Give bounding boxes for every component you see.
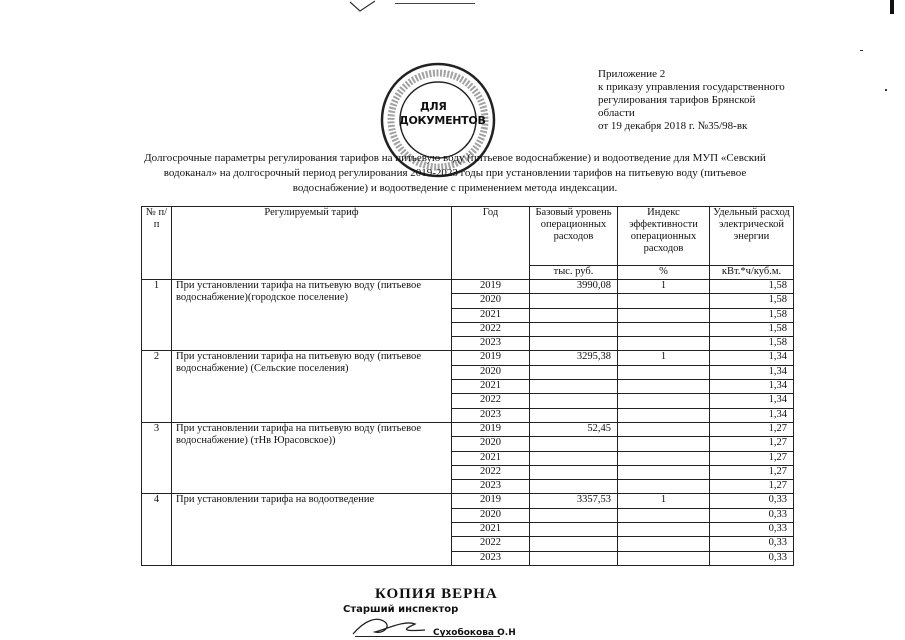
efficiency-index-cell: 1 bbox=[618, 494, 710, 508]
base-cost-cell: 3295,38 bbox=[530, 351, 618, 365]
year-cell: 2022 bbox=[452, 465, 530, 479]
appendix-line: от 19 декабря 2018 г. №35/98-вк bbox=[598, 120, 748, 132]
year-cell: 2022 bbox=[452, 537, 530, 551]
col-header-tariff: Регулируемый тариф bbox=[172, 207, 452, 280]
energy-consumption-cell: 1,27 bbox=[710, 451, 794, 465]
table-row bbox=[142, 280, 794, 294]
base-cost-cell: 3990,08 bbox=[530, 280, 618, 294]
year-cell: 2021 bbox=[452, 308, 530, 322]
scan-dot bbox=[860, 50, 863, 51]
base-cost-cell bbox=[530, 480, 618, 494]
year-cell: 2023 bbox=[452, 551, 530, 565]
document-title bbox=[100, 151, 810, 196]
year-cell: 2022 bbox=[452, 394, 530, 408]
base-cost-cell bbox=[530, 337, 618, 351]
base-cost-cell bbox=[530, 465, 618, 479]
table-row bbox=[142, 351, 794, 365]
unit-index: % bbox=[618, 266, 710, 280]
efficiency-index-cell bbox=[618, 380, 710, 394]
appendix-line: к приказу управления государственного bbox=[598, 81, 785, 93]
col-header-energy: Удельный расход электрической энергии bbox=[710, 207, 794, 266]
energy-consumption-cell: 1,34 bbox=[710, 408, 794, 422]
base-cost-cell bbox=[530, 437, 618, 451]
tariff-name: При установлении тарифа на питьевую воду (питьевое водоснабжение)(городское поселение) bbox=[172, 280, 452, 351]
base-cost-cell: 3357,53 bbox=[530, 494, 618, 508]
appendix-line: области bbox=[598, 107, 635, 119]
signer-role: Старший инспектор bbox=[343, 604, 459, 615]
col-header-num: № п/п bbox=[142, 207, 172, 280]
year-cell: 2023 bbox=[452, 337, 530, 351]
col-header-index: Индекс эффективности операционных расходов bbox=[618, 207, 710, 266]
energy-consumption-cell: 1,58 bbox=[710, 294, 794, 308]
appendix-line: Приложение 2 bbox=[598, 68, 666, 80]
tariff-parameters-table bbox=[141, 206, 794, 566]
efficiency-index-cell bbox=[618, 337, 710, 351]
energy-consumption-cell: 0,33 bbox=[710, 523, 794, 537]
base-cost-cell bbox=[530, 451, 618, 465]
energy-consumption-cell: 1,27 bbox=[710, 480, 794, 494]
efficiency-index-cell bbox=[618, 308, 710, 322]
energy-consumption-cell: 0,33 bbox=[710, 537, 794, 551]
efficiency-index-cell bbox=[618, 551, 710, 565]
col-header-year: Год bbox=[452, 207, 530, 280]
year-cell: 2021 bbox=[452, 380, 530, 394]
stamp-text: ДОКУМЕНТОВ bbox=[399, 114, 486, 127]
year-cell: 2023 bbox=[452, 408, 530, 422]
base-cost-cell bbox=[530, 365, 618, 379]
year-cell: 2020 bbox=[452, 437, 530, 451]
energy-consumption-cell: 1,27 bbox=[710, 437, 794, 451]
title-line: водоснабжение) и водоотведение с применением метода индексации. bbox=[292, 182, 618, 194]
title-line: водоканал» на долгосрочный период регулирования 2019-2023 годы при установлении тарифов на питьевую воду (питьевое bbox=[163, 167, 747, 179]
unit-base: тыс. руб. bbox=[530, 266, 618, 280]
table-row bbox=[142, 494, 794, 508]
scan-dot bbox=[885, 89, 887, 91]
energy-consumption-cell: 1,34 bbox=[710, 351, 794, 365]
base-cost-cell: 52,45 bbox=[530, 422, 618, 436]
appendix-line: регулирования тарифов Брянской bbox=[598, 94, 756, 106]
energy-consumption-cell: 1,58 bbox=[710, 322, 794, 336]
year-cell: 2019 bbox=[452, 422, 530, 436]
year-cell: 2019 bbox=[452, 351, 530, 365]
row-number: 1 bbox=[142, 280, 172, 351]
tariff-name: При установлении тарифа на водоотведение bbox=[172, 494, 452, 565]
certified-copy-stamp: КОПИЯ ВЕРНА bbox=[375, 586, 498, 602]
unit-energy: кВт.*ч/куб.м. bbox=[710, 266, 794, 280]
tariff-name: При установлении тарифа на питьевую воду (питьевое водоснабжение) (Сельские поселения) bbox=[172, 351, 452, 422]
year-cell: 2021 bbox=[452, 451, 530, 465]
efficiency-index-cell: 1 bbox=[618, 280, 710, 294]
efficiency-index-cell: 1 bbox=[618, 351, 710, 365]
efficiency-index-cell bbox=[618, 537, 710, 551]
year-cell: 2019 bbox=[452, 494, 530, 508]
energy-consumption-cell: 0,33 bbox=[710, 508, 794, 522]
efficiency-index-cell bbox=[618, 394, 710, 408]
base-cost-cell bbox=[530, 322, 618, 336]
year-cell: 2023 bbox=[452, 480, 530, 494]
scan-edge-mark bbox=[890, 0, 894, 14]
tariff-name: При установлении тарифа на питьевую воду (питьевое водоснабжение) (тНв Юрасовское)) bbox=[172, 422, 452, 493]
appendix-header bbox=[598, 68, 828, 133]
top-divider bbox=[395, 3, 475, 4]
stamp-text: ДЛЯ bbox=[420, 100, 447, 113]
energy-consumption-cell: 1,58 bbox=[710, 308, 794, 322]
year-cell: 2020 bbox=[452, 365, 530, 379]
efficiency-index-cell bbox=[618, 437, 710, 451]
row-number: 4 bbox=[142, 494, 172, 565]
energy-consumption-cell: 1,58 bbox=[710, 280, 794, 294]
base-cost-cell bbox=[530, 394, 618, 408]
row-number: 2 bbox=[142, 351, 172, 422]
energy-consumption-cell: 1,34 bbox=[710, 380, 794, 394]
year-cell: 2022 bbox=[452, 322, 530, 336]
efficiency-index-cell bbox=[618, 523, 710, 537]
energy-consumption-cell: 1,58 bbox=[710, 337, 794, 351]
energy-consumption-cell: 0,33 bbox=[710, 551, 794, 565]
year-cell: 2020 bbox=[452, 294, 530, 308]
year-cell: 2019 bbox=[452, 280, 530, 294]
energy-consumption-cell: 1,34 bbox=[710, 365, 794, 379]
base-cost-cell bbox=[530, 408, 618, 422]
base-cost-cell bbox=[530, 294, 618, 308]
row-number: 3 bbox=[142, 422, 172, 493]
base-cost-cell bbox=[530, 308, 618, 322]
base-cost-cell bbox=[530, 523, 618, 537]
efficiency-index-cell bbox=[618, 480, 710, 494]
energy-consumption-cell: 1,34 bbox=[710, 394, 794, 408]
title-line: Долгосрочные параметры регулирования тарифов на питьевую воду (питьевое водоснабжение) и водоотведение для МУП «Севский bbox=[144, 152, 766, 164]
base-cost-cell bbox=[530, 380, 618, 394]
signer-name: Сухобокова О.Н bbox=[433, 628, 516, 638]
energy-consumption-cell: 1,27 bbox=[710, 465, 794, 479]
base-cost-cell bbox=[530, 537, 618, 551]
efficiency-index-cell bbox=[618, 322, 710, 336]
efficiency-index-cell bbox=[618, 451, 710, 465]
table-body bbox=[142, 280, 794, 566]
table-row bbox=[142, 422, 794, 436]
col-header-base: Базовый уровень операционных расходов bbox=[530, 207, 618, 266]
efficiency-index-cell bbox=[618, 465, 710, 479]
base-cost-cell bbox=[530, 551, 618, 565]
pen-mark-icon bbox=[330, 0, 450, 12]
energy-consumption-cell: 0,33 bbox=[710, 494, 794, 508]
efficiency-index-cell bbox=[618, 508, 710, 522]
efficiency-index-cell bbox=[618, 365, 710, 379]
efficiency-index-cell bbox=[618, 422, 710, 436]
efficiency-index-cell bbox=[618, 294, 710, 308]
base-cost-cell bbox=[530, 508, 618, 522]
efficiency-index-cell bbox=[618, 408, 710, 422]
year-cell: 2021 bbox=[452, 523, 530, 537]
year-cell: 2020 bbox=[452, 508, 530, 522]
energy-consumption-cell: 1,27 bbox=[710, 422, 794, 436]
